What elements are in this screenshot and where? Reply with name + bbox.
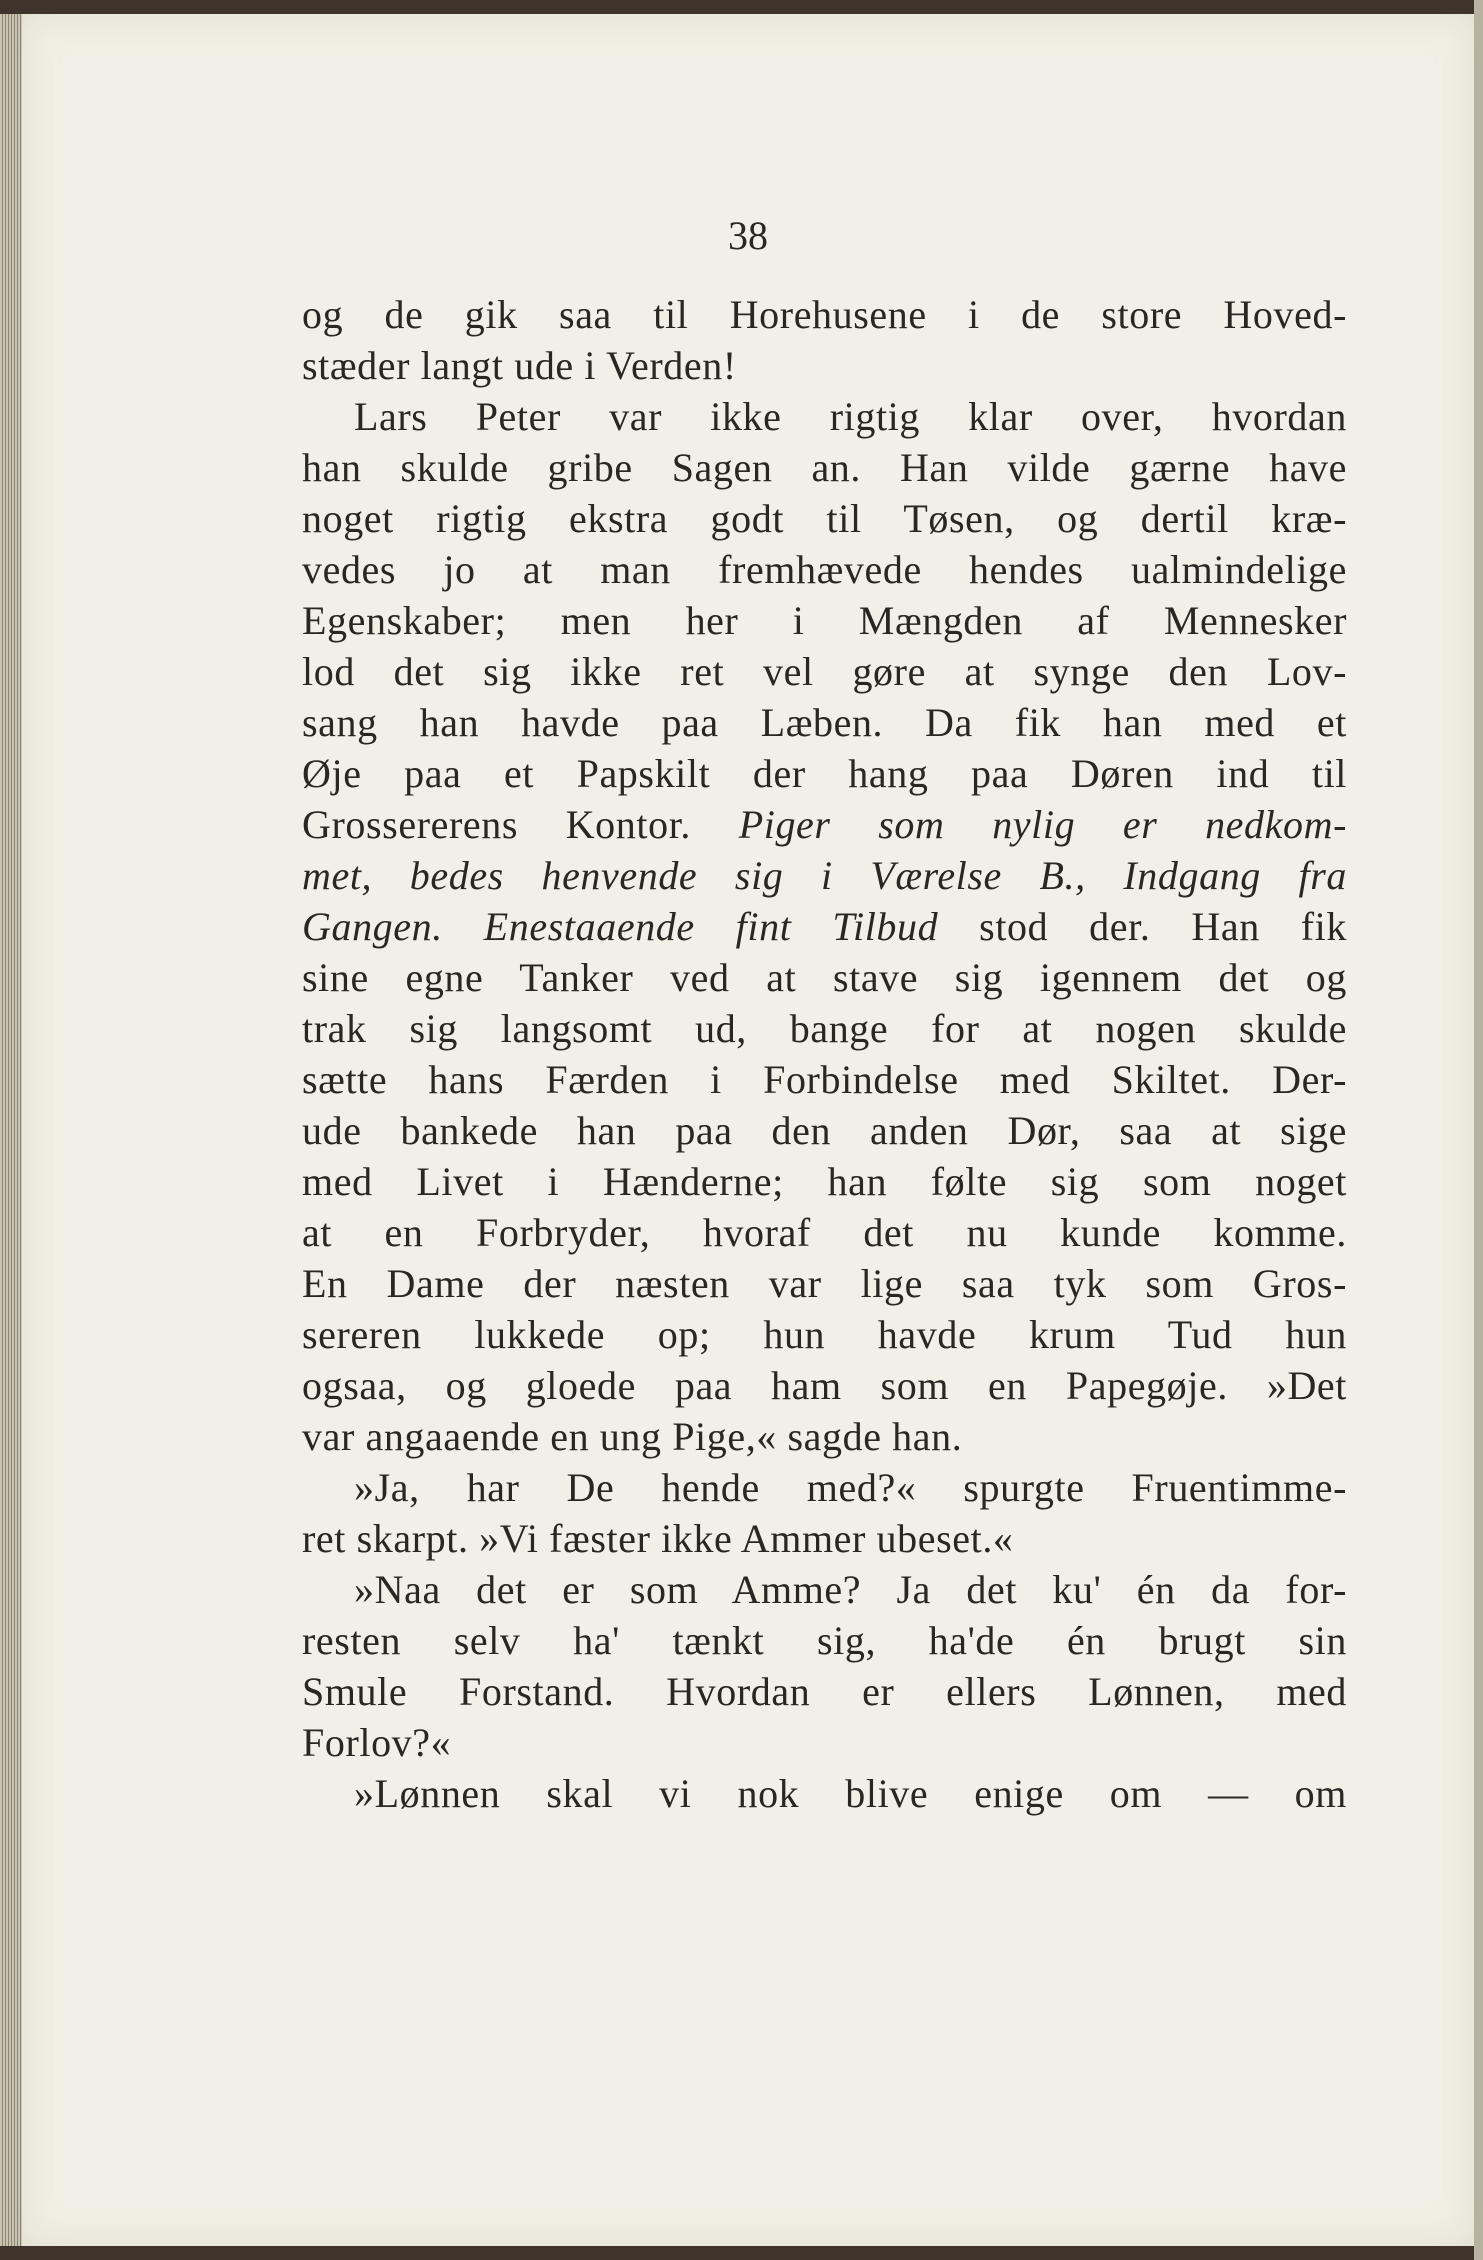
page-edge-right	[1474, 0, 1483, 2260]
text-line	[302, 1003, 1347, 1054]
text-segment: Lars Peter var ikke rigtig klar over, hvordan	[354, 394, 1347, 439]
text-line	[302, 340, 1347, 391]
text-line	[302, 1258, 1347, 1309]
text-segment: sætte hans Færden i Forbindelse med Skiltet. Der-	[302, 1057, 1347, 1102]
text-line	[302, 493, 1347, 544]
text-segment: lod det sig ikke ret vel gøre at synge den Lov-	[302, 649, 1347, 694]
text-segment: Grossererens Kontor.	[302, 802, 739, 847]
text-line	[302, 1768, 1347, 1819]
text-line	[302, 595, 1347, 646]
text-line	[302, 1564, 1347, 1615]
text-line	[302, 1462, 1347, 1513]
text-line	[302, 391, 1347, 442]
text-line	[302, 1360, 1347, 1411]
text-segment: trak sig langsomt ud, bange for at nogen skulde	[302, 1006, 1347, 1051]
book-page	[22, 14, 1474, 2246]
text-segment: Egenskaber; men her i Mængden af Mennesker	[302, 598, 1347, 643]
italic-text-segment: Gangen. Enestaaende fint Tilbud	[302, 904, 939, 949]
text-segment: og de gik saa til Horehusene i de store Hoved-	[302, 292, 1347, 337]
text-segment: var angaaende en ung Pige,« sagde han.	[302, 1414, 963, 1459]
text-line	[302, 1309, 1347, 1360]
text-line	[302, 952, 1347, 1003]
text-segment: ret skarpt. »Vi fæster ikke Ammer ubeset.«	[302, 1516, 1014, 1561]
text-segment: Smule Forstand. Hvordan er ellers Lønnen, med	[302, 1669, 1347, 1714]
body-text	[302, 289, 1347, 1819]
text-segment: ogsaa, og gloede paa ham som en Papegøje. »Det	[302, 1363, 1347, 1408]
text-segment: »Ja, har De hende med?« spurgte Fruentimme-	[354, 1465, 1347, 1510]
text-line	[302, 646, 1347, 697]
text-segment: stod der. Han fik	[938, 904, 1347, 949]
text-line	[302, 1156, 1347, 1207]
text-segment: resten selv ha' tænkt sig, ha'de én brugt sin	[302, 1618, 1347, 1663]
text-segment: stæder langt ude i Verden!	[302, 343, 737, 388]
text-segment: vedes jo at man fremhævede hendes ualmindelige	[302, 547, 1347, 592]
text-line	[302, 850, 1347, 901]
text-line	[302, 544, 1347, 595]
text-line	[302, 1411, 1347, 1462]
text-segment: sang han havde paa Læben. Da fik han med et	[302, 700, 1347, 745]
text-line	[302, 799, 1347, 850]
italic-text-segment: Piger som nylig er nedkom-	[738, 802, 1347, 847]
text-segment: noget rigtig ekstra godt til Tøsen, og dertil kræ-	[302, 496, 1347, 541]
text-segment: med Livet i Hænderne; han følte sig som noget	[302, 1159, 1347, 1204]
text-segment: »Lønnen skal vi nok blive enige om — om	[354, 1771, 1347, 1816]
text-line	[302, 1615, 1347, 1666]
text-segment: »Naa det er som Amme? Ja det ku' én da for-	[354, 1567, 1347, 1612]
text-line	[302, 1717, 1347, 1768]
text-line	[302, 1513, 1347, 1564]
text-segment: han skulde gribe Sagen an. Han vilde gærne have	[302, 445, 1347, 490]
text-segment: at en Forbryder, hvoraf det nu kunde komme.	[302, 1210, 1347, 1255]
text-segment: Øje paa et Papskilt der hang paa Døren ind til	[302, 751, 1347, 796]
text-segment: En Dame der næsten var lige saa tyk som Gros-	[302, 1261, 1347, 1306]
text-line	[302, 289, 1347, 340]
text-line	[302, 1207, 1347, 1258]
italic-text-segment: met, bedes henvende sig i Værelse B., Indgang fra	[302, 853, 1347, 898]
text-line	[302, 748, 1347, 799]
text-line	[302, 442, 1347, 493]
page-number: 38	[728, 213, 768, 258]
text-line	[302, 1666, 1347, 1717]
text-segment: ude bankede han paa den anden Dør, saa at sige	[302, 1108, 1347, 1153]
page-edge-left	[0, 14, 22, 2246]
text-line	[302, 1054, 1347, 1105]
text-line	[302, 697, 1347, 748]
text-segment: Forlov?«	[302, 1720, 452, 1765]
text-segment: sereren lukkede op; hun havde krum Tud hun	[302, 1312, 1347, 1357]
text-line	[302, 1105, 1347, 1156]
text-line	[302, 901, 1347, 952]
text-segment: sine egne Tanker ved at stave sig igennem det og	[302, 955, 1347, 1000]
